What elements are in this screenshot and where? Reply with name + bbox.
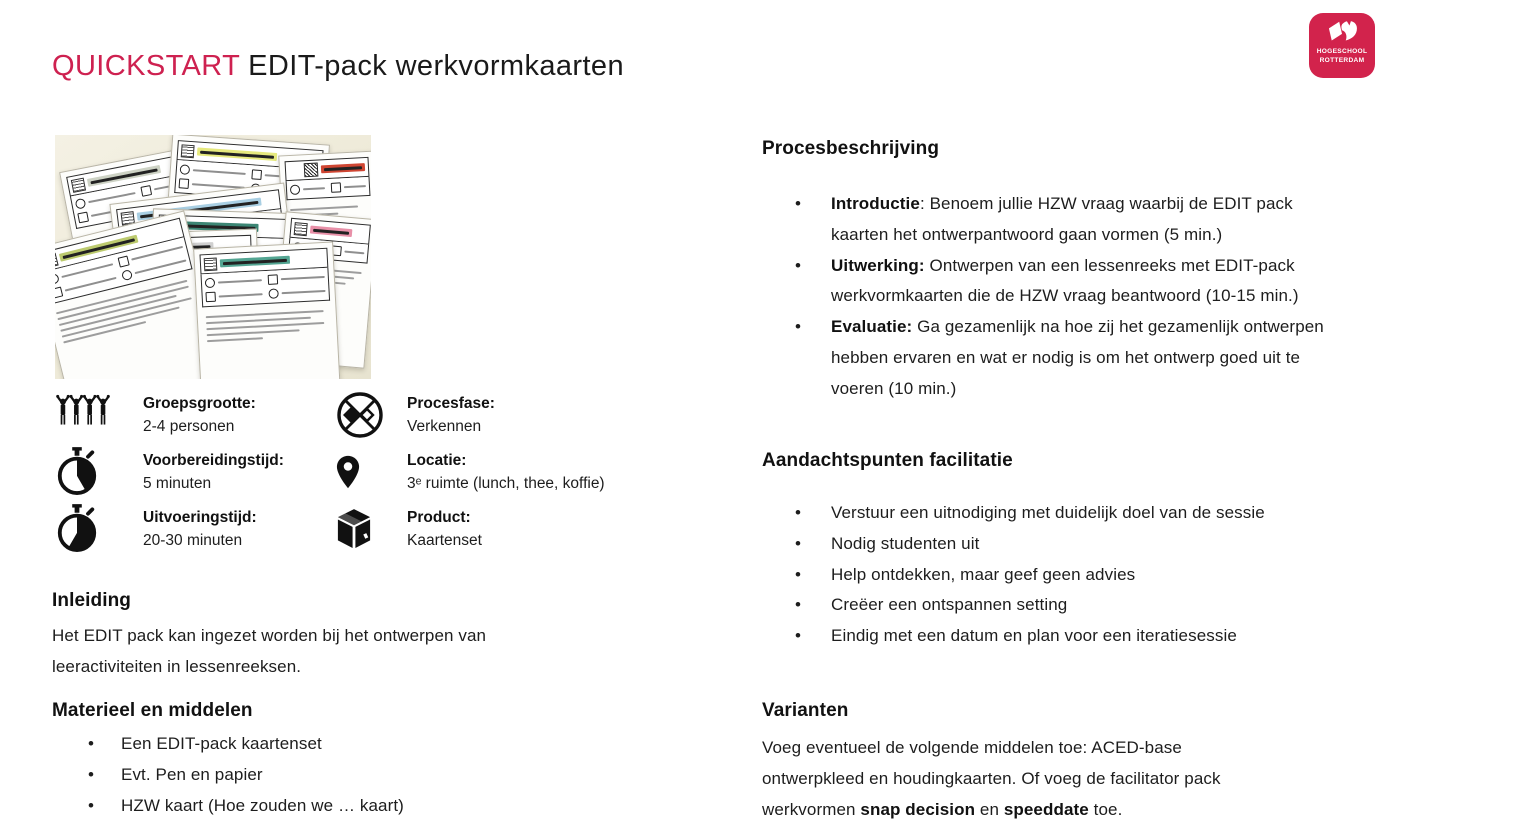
- meta-row-product: [336, 506, 605, 552]
- list-item: [762, 189, 1354, 251]
- package-icon: [336, 508, 407, 550]
- meta-value: 3ᵉ ruimte (lunch, thee, koffie): [407, 475, 605, 492]
- meta-row-locatie: [336, 449, 605, 495]
- cards-photo: [55, 135, 371, 379]
- section-heading: Materieel en middelen: [52, 700, 253, 721]
- meta-row-voorbereidingstijd: [55, 449, 284, 495]
- location-pin-icon: [336, 455, 407, 490]
- stopwatch-half-icon: [55, 504, 143, 554]
- list-item: [762, 312, 1354, 404]
- process-phase-icon: [336, 391, 407, 439]
- meta-column-right: [336, 392, 605, 563]
- section-body: Het EDIT pack kan ingezet worden bij het ontwerpen van leeractiviteiten in lessenreeksen.: [52, 626, 487, 676]
- list-item: • Help ontdekken, maar geef geen advies: [762, 560, 1382, 591]
- meta-column-left: [55, 392, 284, 563]
- section-heading: Varianten: [762, 700, 849, 721]
- page-title-rest: EDIT-pack werkvormkaarten: [239, 50, 624, 82]
- list-item: • Eindig met een datum en plan voor een iteratiesessie: [762, 621, 1382, 652]
- logo-hands-icon: [1321, 19, 1363, 47]
- list-item: • Verstuur een uitnodiging met duidelijk doel van de sessie: [762, 498, 1382, 529]
- meta-value: Verkennen: [407, 418, 482, 435]
- meta-row-procesfase: [336, 392, 605, 438]
- meta-row-groepsgrootte: [55, 392, 284, 438]
- list-item: • Creëer een ontspannen setting: [762, 590, 1382, 621]
- section-inleiding: [52, 590, 632, 682]
- item-text: Ontwerpen van een lessenreeks met EDIT-pack werkvormkaarten die de HZW vraag beantwoord (10-15 min.): [831, 255, 1299, 306]
- list-item: • Een EDIT-pack kaartenset: [52, 729, 632, 760]
- hogeschool-rotterdam-logo: [1309, 13, 1375, 78]
- section-heading: Inleiding: [52, 590, 132, 611]
- varianten-bold: speeddate: [1003, 800, 1089, 819]
- group-icon: [55, 394, 143, 436]
- aandachtspunten-list: [762, 498, 1382, 652]
- section-varianten: [762, 700, 1422, 825]
- section-materieel: [52, 700, 632, 821]
- logo-line1: HOGESCHOOL: [1316, 48, 1368, 55]
- section-heading: Procesbeschrijving: [762, 138, 940, 159]
- varianten-bold: snap decision: [860, 800, 976, 819]
- stopwatch-quarter-icon: [55, 447, 143, 497]
- meta-label: Groepsgrootte:: [143, 395, 256, 412]
- meta-value: 20-30 minuten: [143, 532, 243, 549]
- workform-card: [193, 241, 341, 379]
- section-procesbeschrijving: [762, 138, 1422, 405]
- section-body: [762, 732, 1252, 825]
- list-item: [762, 251, 1354, 313]
- materieel-list: [52, 729, 632, 821]
- item-text: : Benoem jullie HZW vraag waarbij de EDIT pack kaarten het ontwerpantwoord gaan vormen (5 min.): [831, 194, 1293, 244]
- list-item: • Evt. Pen en papier: [52, 760, 632, 791]
- item-label: Uitwerking:: [831, 255, 925, 275]
- proces-list: [762, 189, 1354, 405]
- meta-label: Locatie:: [407, 452, 467, 469]
- list-item: • Nodig studenten uit: [762, 529, 1382, 560]
- meta-value: 5 minuten: [143, 475, 212, 492]
- item-text: Ga gezamenlijk na hoe zij het gezamenlijk ontwerpen hebben ervaren en wat er nodig is om het ontwerp goed uit te voeren (10 min.): [831, 317, 1324, 398]
- section-heading: Aandachtspunten facilitatie: [762, 450, 1013, 471]
- meta-value: Kaartenset: [407, 532, 482, 549]
- item-label: Introductie: [831, 194, 920, 213]
- meta-label: Procesfase:: [407, 395, 495, 412]
- list-item: • HZW kaart (Hoe zouden we … kaart): [52, 791, 632, 822]
- varianten-text: en: [975, 800, 1004, 819]
- meta-row-uitvoeringstijd: [55, 506, 284, 552]
- varianten-text: toe.: [1088, 800, 1123, 819]
- logo-text: [1317, 48, 1368, 65]
- item-label: Evaluatie:: [831, 317, 913, 337]
- page-title: [52, 50, 624, 83]
- meta-value: 2-4 personen: [143, 418, 235, 435]
- section-aandachtspunten: [762, 450, 1422, 652]
- logo-line2: ROTTERDAM: [1319, 56, 1365, 64]
- page-title-quickstart: QUICKSTART: [52, 50, 240, 82]
- meta-label: Voorbereidingstijd:: [143, 452, 284, 469]
- meta-label: Product:: [407, 509, 471, 526]
- meta-label: Uitvoeringstijd:: [143, 509, 257, 526]
- varianten-text: Voeg eventueel de volgende middelen toe: ACED-base ontwerpkleed en houdingkaarten. Of voeg de facilitator pack werkvormen: [762, 738, 1221, 819]
